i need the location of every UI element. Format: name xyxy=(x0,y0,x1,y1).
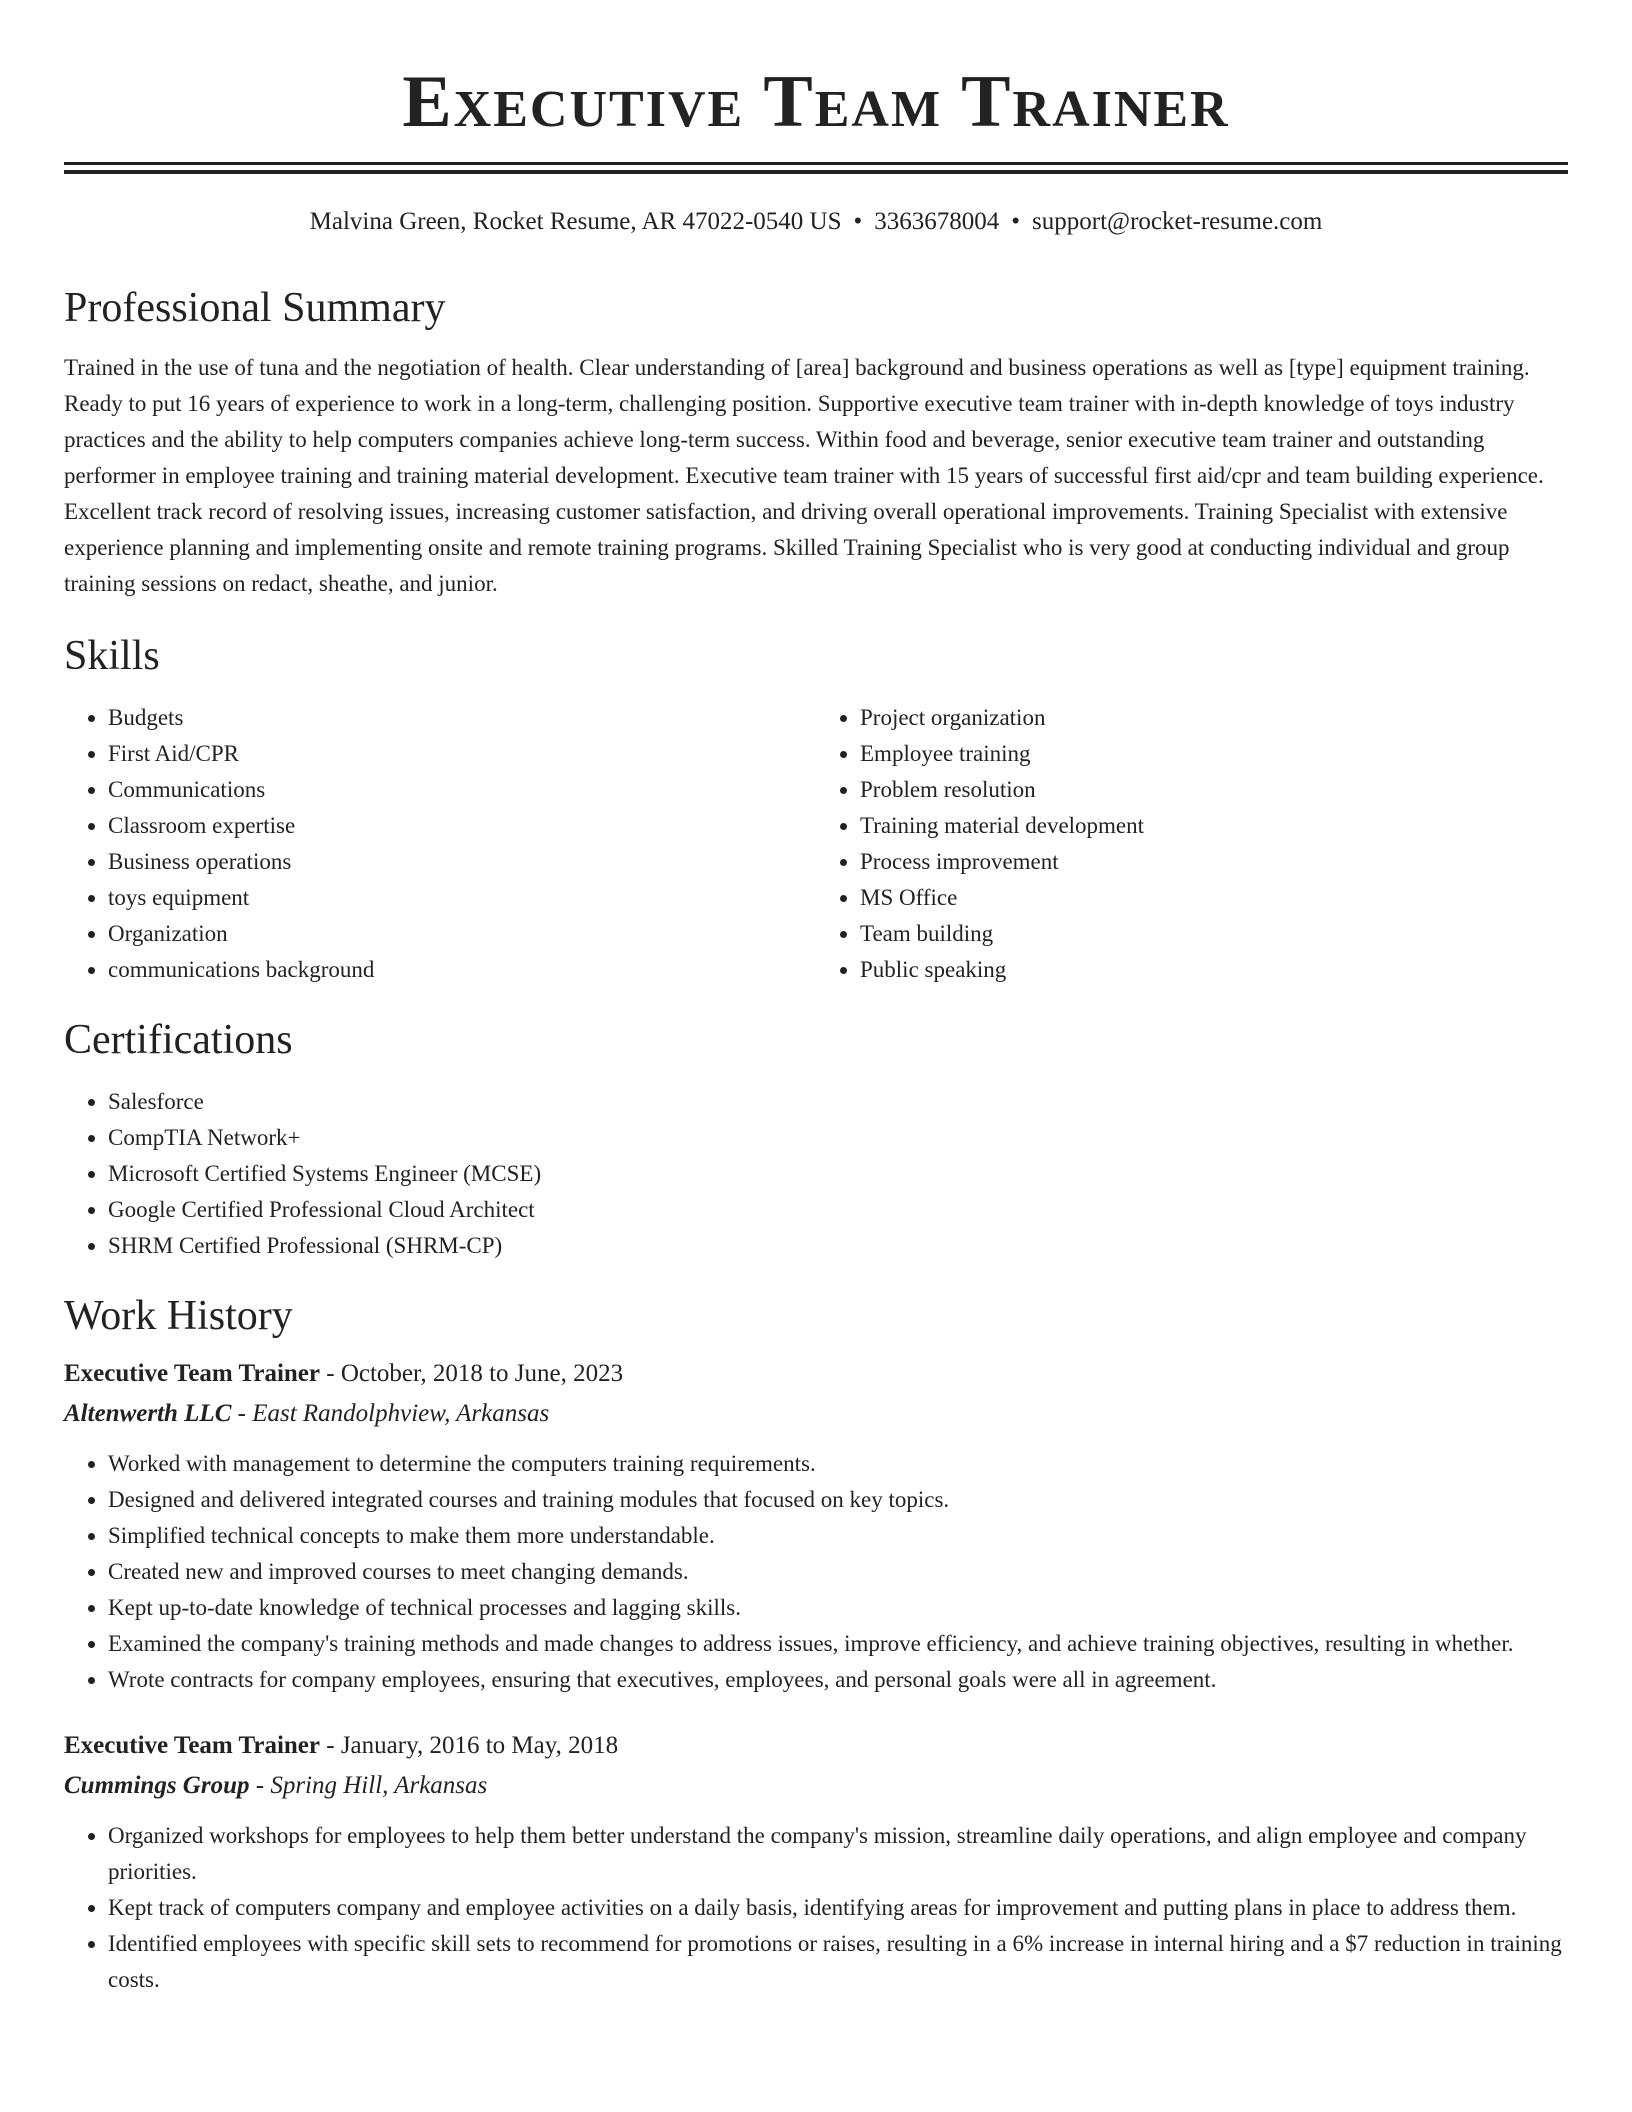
contact-address: Malvina Green, Rocket Resume, AR 47022-0540 US xyxy=(309,208,842,235)
contact-separator: • xyxy=(853,208,863,235)
certification-item: • Google Certified Professional Cloud Architect xyxy=(108,1192,1568,1228)
company-line xyxy=(64,1766,1568,1806)
contact-phone: 3363678004 xyxy=(874,208,1000,235)
skill-item: • Project organization xyxy=(860,700,1568,736)
job-title-line xyxy=(64,1354,1568,1394)
skills-heading: Skills xyxy=(64,633,160,679)
skill-item: • Business operations xyxy=(108,844,816,880)
company-location: - East Randolphview, Arkansas xyxy=(231,1400,550,1427)
job-entry xyxy=(64,1354,1568,1698)
skill-item: • Public speaking xyxy=(860,952,1568,988)
job-bullet: • Worked with management to determine the computers training requirements. xyxy=(108,1446,1568,1482)
skill-item: • Team building xyxy=(860,916,1568,952)
work-history-heading: Work History xyxy=(64,1293,293,1339)
certification-item: • Microsoft Certified Systems Engineer (MCSE) xyxy=(108,1156,1568,1192)
certification-item: • Salesforce xyxy=(108,1084,1568,1120)
company-line xyxy=(64,1394,1568,1434)
job-title-line xyxy=(64,1726,1568,1766)
certification-item: • SHRM Certified Professional (SHRM-CP) xyxy=(108,1228,1568,1264)
contact-email: support@rocket-resume.com xyxy=(1032,208,1323,235)
skill-item: • Process improvement xyxy=(860,844,1568,880)
skills-column-left xyxy=(64,700,816,988)
summary-text: Trained in the use of tuna and the negotiation of health. Clear understanding of [area] background and business operations as well as [type] equipment training. Ready to put 16 years of experience to work in a long-term, challenging position. Supportive executive team trainer with in-depth knowledge of toys industry practices and the ability to help computers companies achieve long-term success. Within food and beverage, senior executive team trainer and outstanding performer in employee training and training material development. Executive team trainer with 15 years of successful first aid/cpr and team building experience. Excellent track record of resolving issues, increasing customer satisfaction, and driving overall operational improvements. Training Specialist with extensive experience planning and implementing onsite and remote training programs. Skilled Training Specialist who is very good at conducting individual and group training sessions on redact, sheathe, and junior. xyxy=(64,355,1544,596)
company-name: Altenwerth LLC xyxy=(64,1400,232,1427)
job-bullets xyxy=(64,1818,1568,1998)
company-location: - Spring Hill, Arkansas xyxy=(249,1772,488,1799)
certifications-heading: Certifications xyxy=(64,1017,293,1063)
certification-item: • CompTIA Network+ xyxy=(108,1120,1568,1156)
skill-item: • communications background xyxy=(108,952,816,988)
job-bullet: • Kept track of computers company and employee activities on a daily basis, identifying areas for improvement and putting plans in place to address them. xyxy=(108,1890,1568,1926)
job-bullets xyxy=(64,1446,1568,1698)
resume-title: Executive Team Trainer xyxy=(402,61,1230,143)
job-title: Executive Team Trainer xyxy=(64,1732,320,1759)
skill-item: • First Aid/CPR xyxy=(108,736,816,772)
skill-item: • MS Office xyxy=(860,880,1568,916)
job-bullet: • Simplified technical concepts to make them more understandable. xyxy=(108,1518,1568,1554)
job-bullet: • Created new and improved courses to meet changing demands. xyxy=(108,1554,1568,1590)
job-bullet: • Examined the company's training methods and made changes to address issues, improve efficiency, and achieve training objectives, resulting in whether. xyxy=(108,1626,1568,1662)
job-bullet: • Designed and delivered integrated courses and training modules that focused on key topics. xyxy=(108,1482,1568,1518)
skill-item: • Budgets xyxy=(108,700,816,736)
job-entry xyxy=(64,1726,1568,1998)
skill-item: • toys equipment xyxy=(108,880,816,916)
skill-item: • Training material development xyxy=(860,808,1568,844)
summary-heading: Professional Summary xyxy=(64,285,446,331)
skill-item: • Problem resolution xyxy=(860,772,1568,808)
title-divider xyxy=(64,162,1568,174)
job-dates: - October, 2018 to June, 2023 xyxy=(320,1360,624,1387)
skills-list xyxy=(64,700,1568,988)
company-name: Cummings Group xyxy=(64,1772,250,1799)
skill-item: • Organization xyxy=(108,916,816,952)
job-bullet: • Organized workshops for employees to help them better understand the company's mission, streamline daily operations, and align employee and company priorities. xyxy=(108,1818,1568,1890)
certifications-list xyxy=(64,1084,1568,1264)
skill-item: • Communications xyxy=(108,772,816,808)
skill-item: • Employee training xyxy=(860,736,1568,772)
job-bullet: • Wrote contracts for company employees, ensuring that executives, employees, and personal goals were all in agreement. xyxy=(108,1662,1568,1698)
skills-column-right xyxy=(816,700,1568,988)
job-bullet: • Kept up-to-date knowledge of technical processes and lagging skills. xyxy=(108,1590,1568,1626)
skill-item: • Classroom expertise xyxy=(108,808,816,844)
job-bullet: • Identified employees with specific skill sets to recommend for promotions or raises, resulting in a 6% increase in internal hiring and a $7 reduction in training costs. xyxy=(108,1926,1568,1998)
contact-separator: • xyxy=(1011,208,1021,235)
contact-line xyxy=(64,204,1568,240)
job-title: Executive Team Trainer xyxy=(64,1360,320,1387)
job-dates: - January, 2016 to May, 2018 xyxy=(320,1732,619,1759)
